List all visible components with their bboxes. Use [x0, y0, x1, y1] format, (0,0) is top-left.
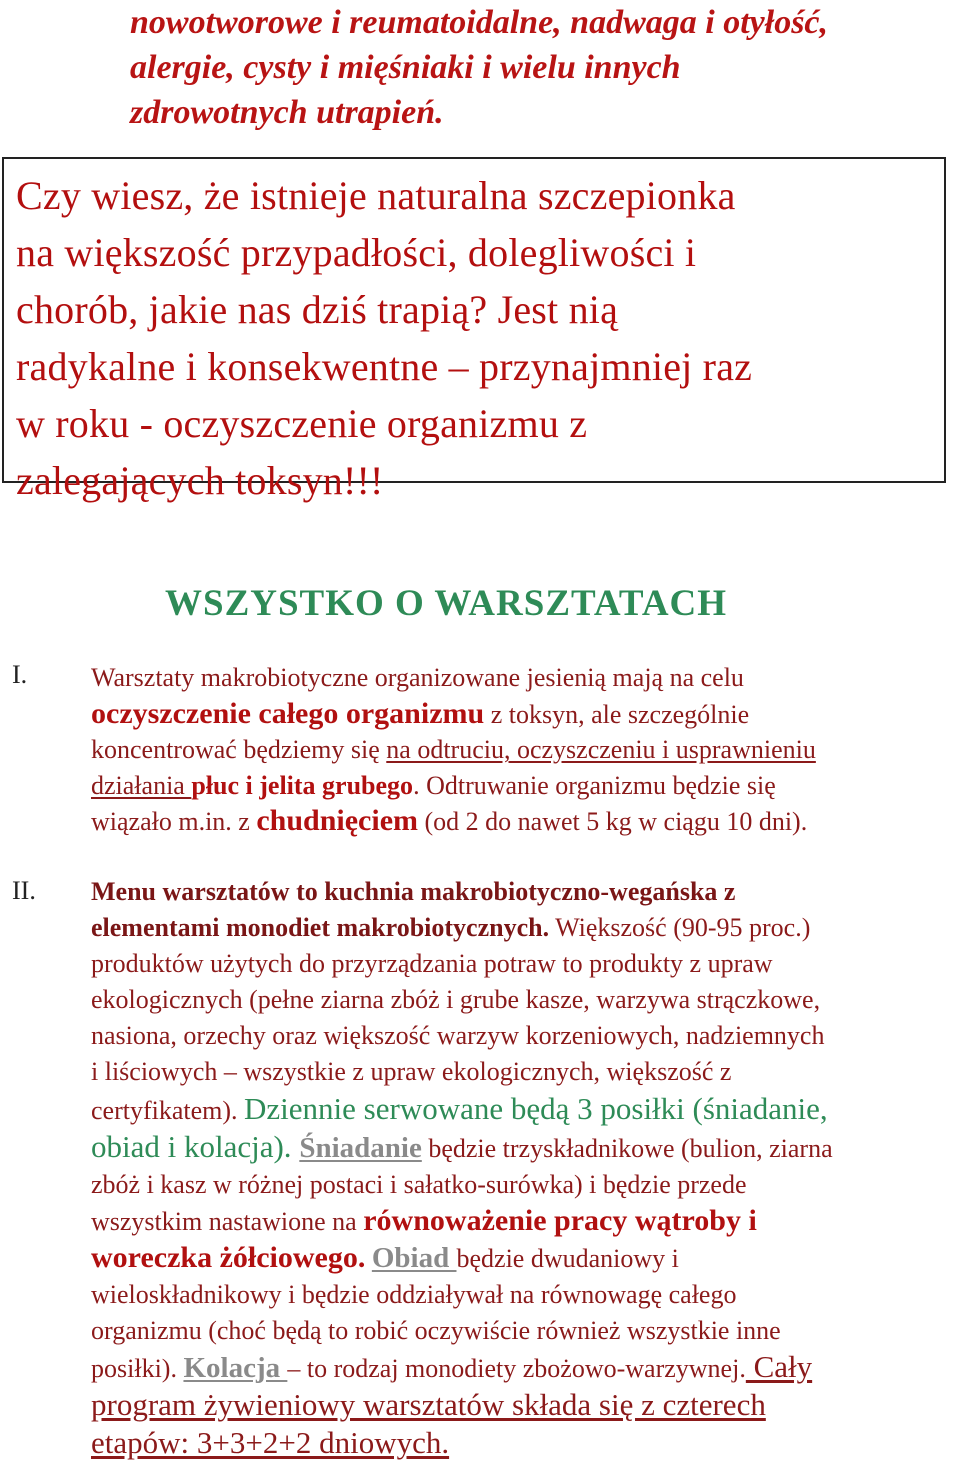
text-run: z toksyn, ale szczególnie	[484, 699, 750, 729]
callout-line: na większość przypadłości, dolegliwości i	[16, 230, 697, 275]
list-item-number: II.	[12, 876, 36, 905]
text-run-bold: woreczka żółciowego.	[91, 1240, 366, 1274]
callout-line: w roku - oczyszczenie organizmu z	[16, 401, 588, 446]
text-run-bold: elementami monodiet makrobiotycznych.	[91, 913, 550, 943]
callout-line: zalegających toksyn!!!	[16, 458, 384, 503]
text-run: – to rodzaj monodiety zbożowo-warzywnej.	[287, 1354, 746, 1384]
intro-line: zdrowotnych utrapień.	[130, 94, 444, 131]
text-run-underlined: program żywieniowy warsztatów składa się z czterech	[91, 1387, 766, 1423]
text-run: (od 2 do nawet 5 kg w ciągu 10 dni).	[418, 807, 808, 837]
text-run: wszystkim nastawione na	[91, 1206, 364, 1236]
callout-box	[2, 157, 946, 503]
text-run: koncentrować będziemy się	[91, 735, 387, 765]
text-run-bold: płuc i jelita grubego	[191, 770, 414, 800]
text-run: ekologicznych (pełne ziarna zbóż i grube kasze, warzywa strączkowe,	[91, 985, 821, 1015]
callout-line: Czy wiesz, że istnieje naturalna szczepionka	[16, 173, 736, 218]
text-run-bold: równoważenie pracy wątroby i	[363, 1203, 757, 1237]
text-run: posiłki).	[91, 1354, 184, 1384]
callout-line: chorób, jakie nas dziś trapią? Jest nią	[16, 287, 619, 332]
text-run: organizmu (choć będą to robić oczywiście również wszystkie inne	[91, 1316, 781, 1346]
text-run-bold: chudnięciem	[256, 804, 419, 838]
list-item-text	[91, 660, 941, 840]
text-run: będzie trzyskładnikowe (bulion, ziarna	[421, 1133, 833, 1163]
text-run-underlined: Obiad	[371, 1241, 457, 1274]
text-run-underlined: działania	[91, 770, 192, 800]
text-run-bold: Menu warsztatów to kuchnia makrobiotyczno-wegańska z	[91, 877, 736, 906]
text-run: Warsztaty makrobiotyczne organizowane jesienią mają na celu	[91, 663, 744, 692]
intro-line: nowotworowe i reumatoidalne, nadwaga i otyłość,	[130, 4, 829, 41]
text-run: nasiona, orzechy oraz większość warzyw korzeniowych, nadziemnych	[91, 1021, 825, 1051]
text-run-green: Dziennie serwowane będą 3 posiłki (śniadanie,	[244, 1090, 828, 1126]
text-run: będzie dwudaniowy i	[456, 1243, 679, 1273]
text-run-bold: oczyszczenie całego organizmu	[91, 696, 485, 730]
text-run: certyfikatem).	[91, 1095, 245, 1125]
text-run: wieloskładnikowy i będzie oddziaływał na równowagę całego	[91, 1280, 737, 1310]
list-item-text	[91, 874, 941, 1464]
section-title: WSZYSTKO O WARSZTATACH	[165, 583, 728, 624]
text-run: . Odtruwanie organizmu będzie się	[413, 770, 776, 800]
text-run-underlined: etapów: 3+3+2+2 dniowych.	[91, 1425, 450, 1461]
text-run-underlined: na odtruciu, oczyszczeniu i usprawnieniu	[386, 735, 816, 765]
list-item-number: I.	[12, 660, 28, 689]
text-run: i liściowych – wszystkie z upraw ekologicznych, większość z	[91, 1057, 732, 1087]
text-run: zbóż i kasz w różnej postaci i sałatko-surówka) i będzie przede	[91, 1169, 747, 1199]
intro-paragraph	[130, 0, 940, 135]
text-run: produktów użytych do przyrządzania potraw to produkty z upraw	[91, 949, 773, 979]
intro-line: alergie, cysty i mięśniaki i wielu innych	[130, 49, 681, 86]
callout-line: radykalne i konsekwentne – przynajmniej raz	[16, 344, 753, 389]
text-run: wiązało m.in. z	[91, 807, 257, 837]
text-run-green: obiad i kolacja).	[91, 1128, 300, 1164]
text-run-underlined: Kolacja	[183, 1352, 288, 1385]
text-run-underlined: Śniadanie	[299, 1131, 422, 1164]
text-run: Większość (90-95 proc.)	[549, 913, 811, 943]
text-run-underlined: Cały	[745, 1349, 813, 1385]
